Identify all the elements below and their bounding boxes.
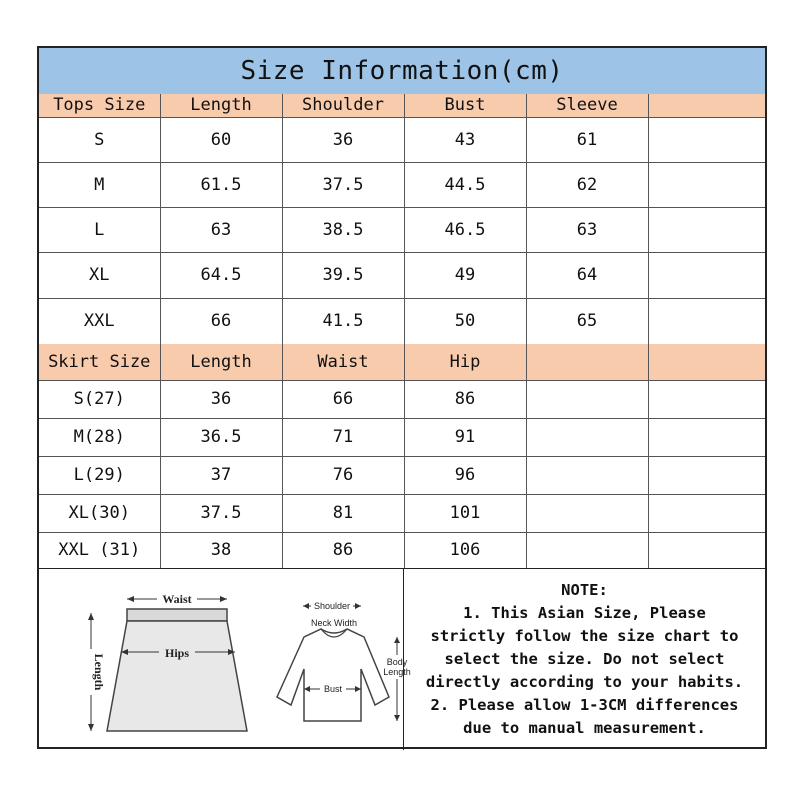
table-cell: 96 — [404, 456, 526, 494]
tops-size-table — [39, 94, 765, 345]
note-line: due to manual measurement. — [463, 719, 706, 737]
table-cell — [648, 532, 765, 568]
table-cell: 106 — [404, 532, 526, 568]
arrow-up-icon — [88, 613, 94, 620]
table-cell: 76 — [282, 456, 404, 494]
note-line: 1. This Asian Size, Please — [463, 604, 706, 622]
table-cell: 66 — [160, 298, 282, 344]
tops-header-shoulder: Shoulder — [282, 94, 404, 117]
table-cell: 65 — [526, 298, 648, 344]
skirt-header-waist: Waist — [282, 344, 404, 380]
skirt-size-table — [39, 344, 765, 569]
note-line: 2. Please allow 1-3CM differences — [430, 696, 739, 714]
table-row — [39, 298, 765, 344]
table-cell: 64 — [526, 252, 648, 298]
skirt-header-row — [39, 344, 765, 380]
table-row — [39, 532, 765, 568]
table-cell: 86 — [404, 380, 526, 418]
table-cell — [648, 117, 765, 162]
table-cell — [648, 494, 765, 532]
waist-label: Waist — [162, 592, 192, 606]
table-cell — [648, 207, 765, 252]
table-cell: L — [39, 207, 160, 252]
arrow-left-icon — [127, 596, 134, 602]
tops-header-bust: Bust — [404, 94, 526, 117]
arrow-right-icon — [355, 603, 361, 609]
table-cell — [648, 418, 765, 456]
table-cell — [526, 380, 648, 418]
skirt-header-empty — [526, 344, 648, 380]
table-cell: M(28) — [39, 418, 160, 456]
skirt-diagram — [83, 590, 247, 731]
tops-header-row — [39, 94, 765, 117]
table-cell: 66 — [282, 380, 404, 418]
table-cell: 46.5 — [404, 207, 526, 252]
table-cell: 62 — [526, 162, 648, 207]
arrow-down-icon — [88, 724, 94, 731]
table-cell — [526, 418, 648, 456]
table-cell: L(29) — [39, 456, 160, 494]
table-cell: 50 — [404, 298, 526, 344]
table-cell: 36 — [160, 380, 282, 418]
neck-width-label: Neck Width — [310, 618, 358, 628]
table-cell: 63 — [526, 207, 648, 252]
table-cell: M — [39, 162, 160, 207]
tops-header-empty — [648, 94, 765, 117]
table-cell: 37.5 — [282, 162, 404, 207]
table-cell: 36 — [282, 117, 404, 162]
table-cell: 61.5 — [160, 162, 282, 207]
table-row — [39, 162, 765, 207]
table-cell: 91 — [404, 418, 526, 456]
skirt-header-empty — [648, 344, 765, 380]
table-cell: 38.5 — [282, 207, 404, 252]
table-cell: 61 — [526, 117, 648, 162]
table-cell — [526, 456, 648, 494]
note-line: select the size. Do not select — [444, 650, 725, 668]
tops-header-sleeve: Sleeve — [526, 94, 648, 117]
table-cell — [526, 532, 648, 568]
tops-header-size: Tops Size — [39, 94, 160, 117]
table-cell — [648, 252, 765, 298]
table-row — [39, 252, 765, 298]
table-cell: XXL — [39, 298, 160, 344]
table-row — [39, 117, 765, 162]
table-cell: 60 — [160, 117, 282, 162]
length-label: Length — [92, 653, 106, 691]
bust-label: Bust — [323, 684, 343, 694]
table-cell: 63 — [160, 207, 282, 252]
table-row — [39, 418, 765, 456]
table-cell: 36.5 — [160, 418, 282, 456]
table-cell — [648, 380, 765, 418]
measurement-diagram-svg — [39, 569, 411, 750]
arrow-down-icon — [394, 715, 400, 721]
table-cell: 43 — [404, 117, 526, 162]
table-row — [39, 380, 765, 418]
skirt-header-size: Skirt Size — [39, 344, 160, 380]
table-cell: 71 — [282, 418, 404, 456]
table-row — [39, 207, 765, 252]
table-cell: 37 — [160, 456, 282, 494]
bottom-section — [39, 568, 765, 750]
table-cell: S — [39, 117, 160, 162]
arrow-left-icon — [303, 603, 309, 609]
table-cell: 41.5 — [282, 298, 404, 344]
shirt-body — [277, 629, 389, 721]
skirt-header-length: Length — [160, 344, 282, 380]
shoulder-label: Shoulder — [313, 601, 351, 611]
chart-title: Size Information(cm) — [39, 48, 765, 95]
size-chart — [37, 46, 767, 749]
tops-header-length: Length — [160, 94, 282, 117]
skirt-header-hip: Hip — [404, 344, 526, 380]
skirt-body — [107, 621, 247, 731]
note-heading: NOTE: — [561, 581, 608, 599]
note-line: strictly follow the size chart to — [430, 627, 739, 645]
table-cell: 49 — [404, 252, 526, 298]
table-cell: S(27) — [39, 380, 160, 418]
table-cell: XXL (31) — [39, 532, 160, 568]
table-cell — [526, 494, 648, 532]
table-cell — [648, 162, 765, 207]
body-length-label-line2: Length — [383, 667, 411, 677]
table-cell: 37.5 — [160, 494, 282, 532]
measurement-diagrams — [39, 569, 411, 750]
arrow-up-icon — [394, 637, 400, 643]
table-cell: 64.5 — [160, 252, 282, 298]
table-cell — [648, 456, 765, 494]
table-cell: 81 — [282, 494, 404, 532]
note-line: directly according to your habits. — [425, 673, 744, 691]
table-cell: 38 — [160, 532, 282, 568]
hips-label: Hips — [164, 646, 190, 660]
table-cell — [648, 298, 765, 344]
skirt-waistband — [127, 609, 227, 621]
table-row — [39, 456, 765, 494]
table-cell: 86 — [282, 532, 404, 568]
table-cell: 39.5 — [282, 252, 404, 298]
table-row — [39, 494, 765, 532]
table-cell: 44.5 — [404, 162, 526, 207]
note-box — [404, 569, 765, 750]
table-cell: 101 — [404, 494, 526, 532]
shirt-diagram — [277, 599, 411, 721]
arrow-right-icon — [220, 596, 227, 602]
table-cell: XL — [39, 252, 160, 298]
table-cell: XL(30) — [39, 494, 160, 532]
body-length-label-line1: Body — [386, 657, 408, 667]
